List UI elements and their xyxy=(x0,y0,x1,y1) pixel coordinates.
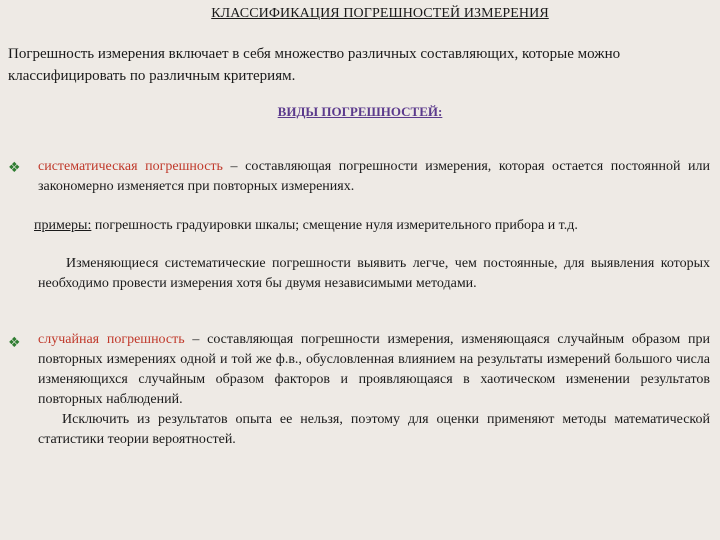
systematic-error-term: систематическая погрешность xyxy=(38,159,223,174)
random-error-term: случайная погрешность xyxy=(38,332,185,347)
diamond-bullet-icon: ❖ xyxy=(8,335,21,351)
systematic-note-paragraph: Изменяющиеся систематические погрешности выявить легче, чем постоянные, для выявления которых необходимо провести измерения хотя бы двумя независимыми методами. xyxy=(38,256,710,291)
random-error-followup: Исключить из результатов опыта ее нельзя, поэтому для оценки применяют методы математической статистики теории вероятностей. xyxy=(38,412,710,447)
examples-line xyxy=(34,216,710,236)
examples-label: примеры: xyxy=(34,218,92,233)
section-subtitle: ВИДЫ ПОГРЕШНОСТЕЙ: xyxy=(277,104,443,119)
random-error-item xyxy=(38,330,710,450)
systematic-error-definition: – составляющая погрешности измерения, которая остается постоянной или закономерно изменяется при повторных измерениях. xyxy=(38,159,711,194)
random-error-definition: – составляющая погрешности измерения, изменяющаяся случайным образом при повторных измерениях одной и той же ф.в., обусловленная влиянием на результаты измерений большого числа изменяющихся случайным образом факторов и проявляющаяся в хаотическом изменении результатов повторных наблюдений. xyxy=(38,332,710,407)
diamond-bullet-icon: ❖ xyxy=(8,160,21,176)
systematic-error-item xyxy=(38,157,710,197)
examples-text: погрешность градуировки шкалы; смещение нуля измерительного прибора и т.д. xyxy=(91,218,578,233)
intro-paragraph: Погрешность измерения включает в себя множество различных составляющих, которые можно классифицировать по различным критериям. xyxy=(8,46,621,84)
page-title: КЛАССИФИКАЦИЯ ПОГРЕШНОСТЕЙ ИЗМЕРЕНИЯ xyxy=(211,6,549,21)
